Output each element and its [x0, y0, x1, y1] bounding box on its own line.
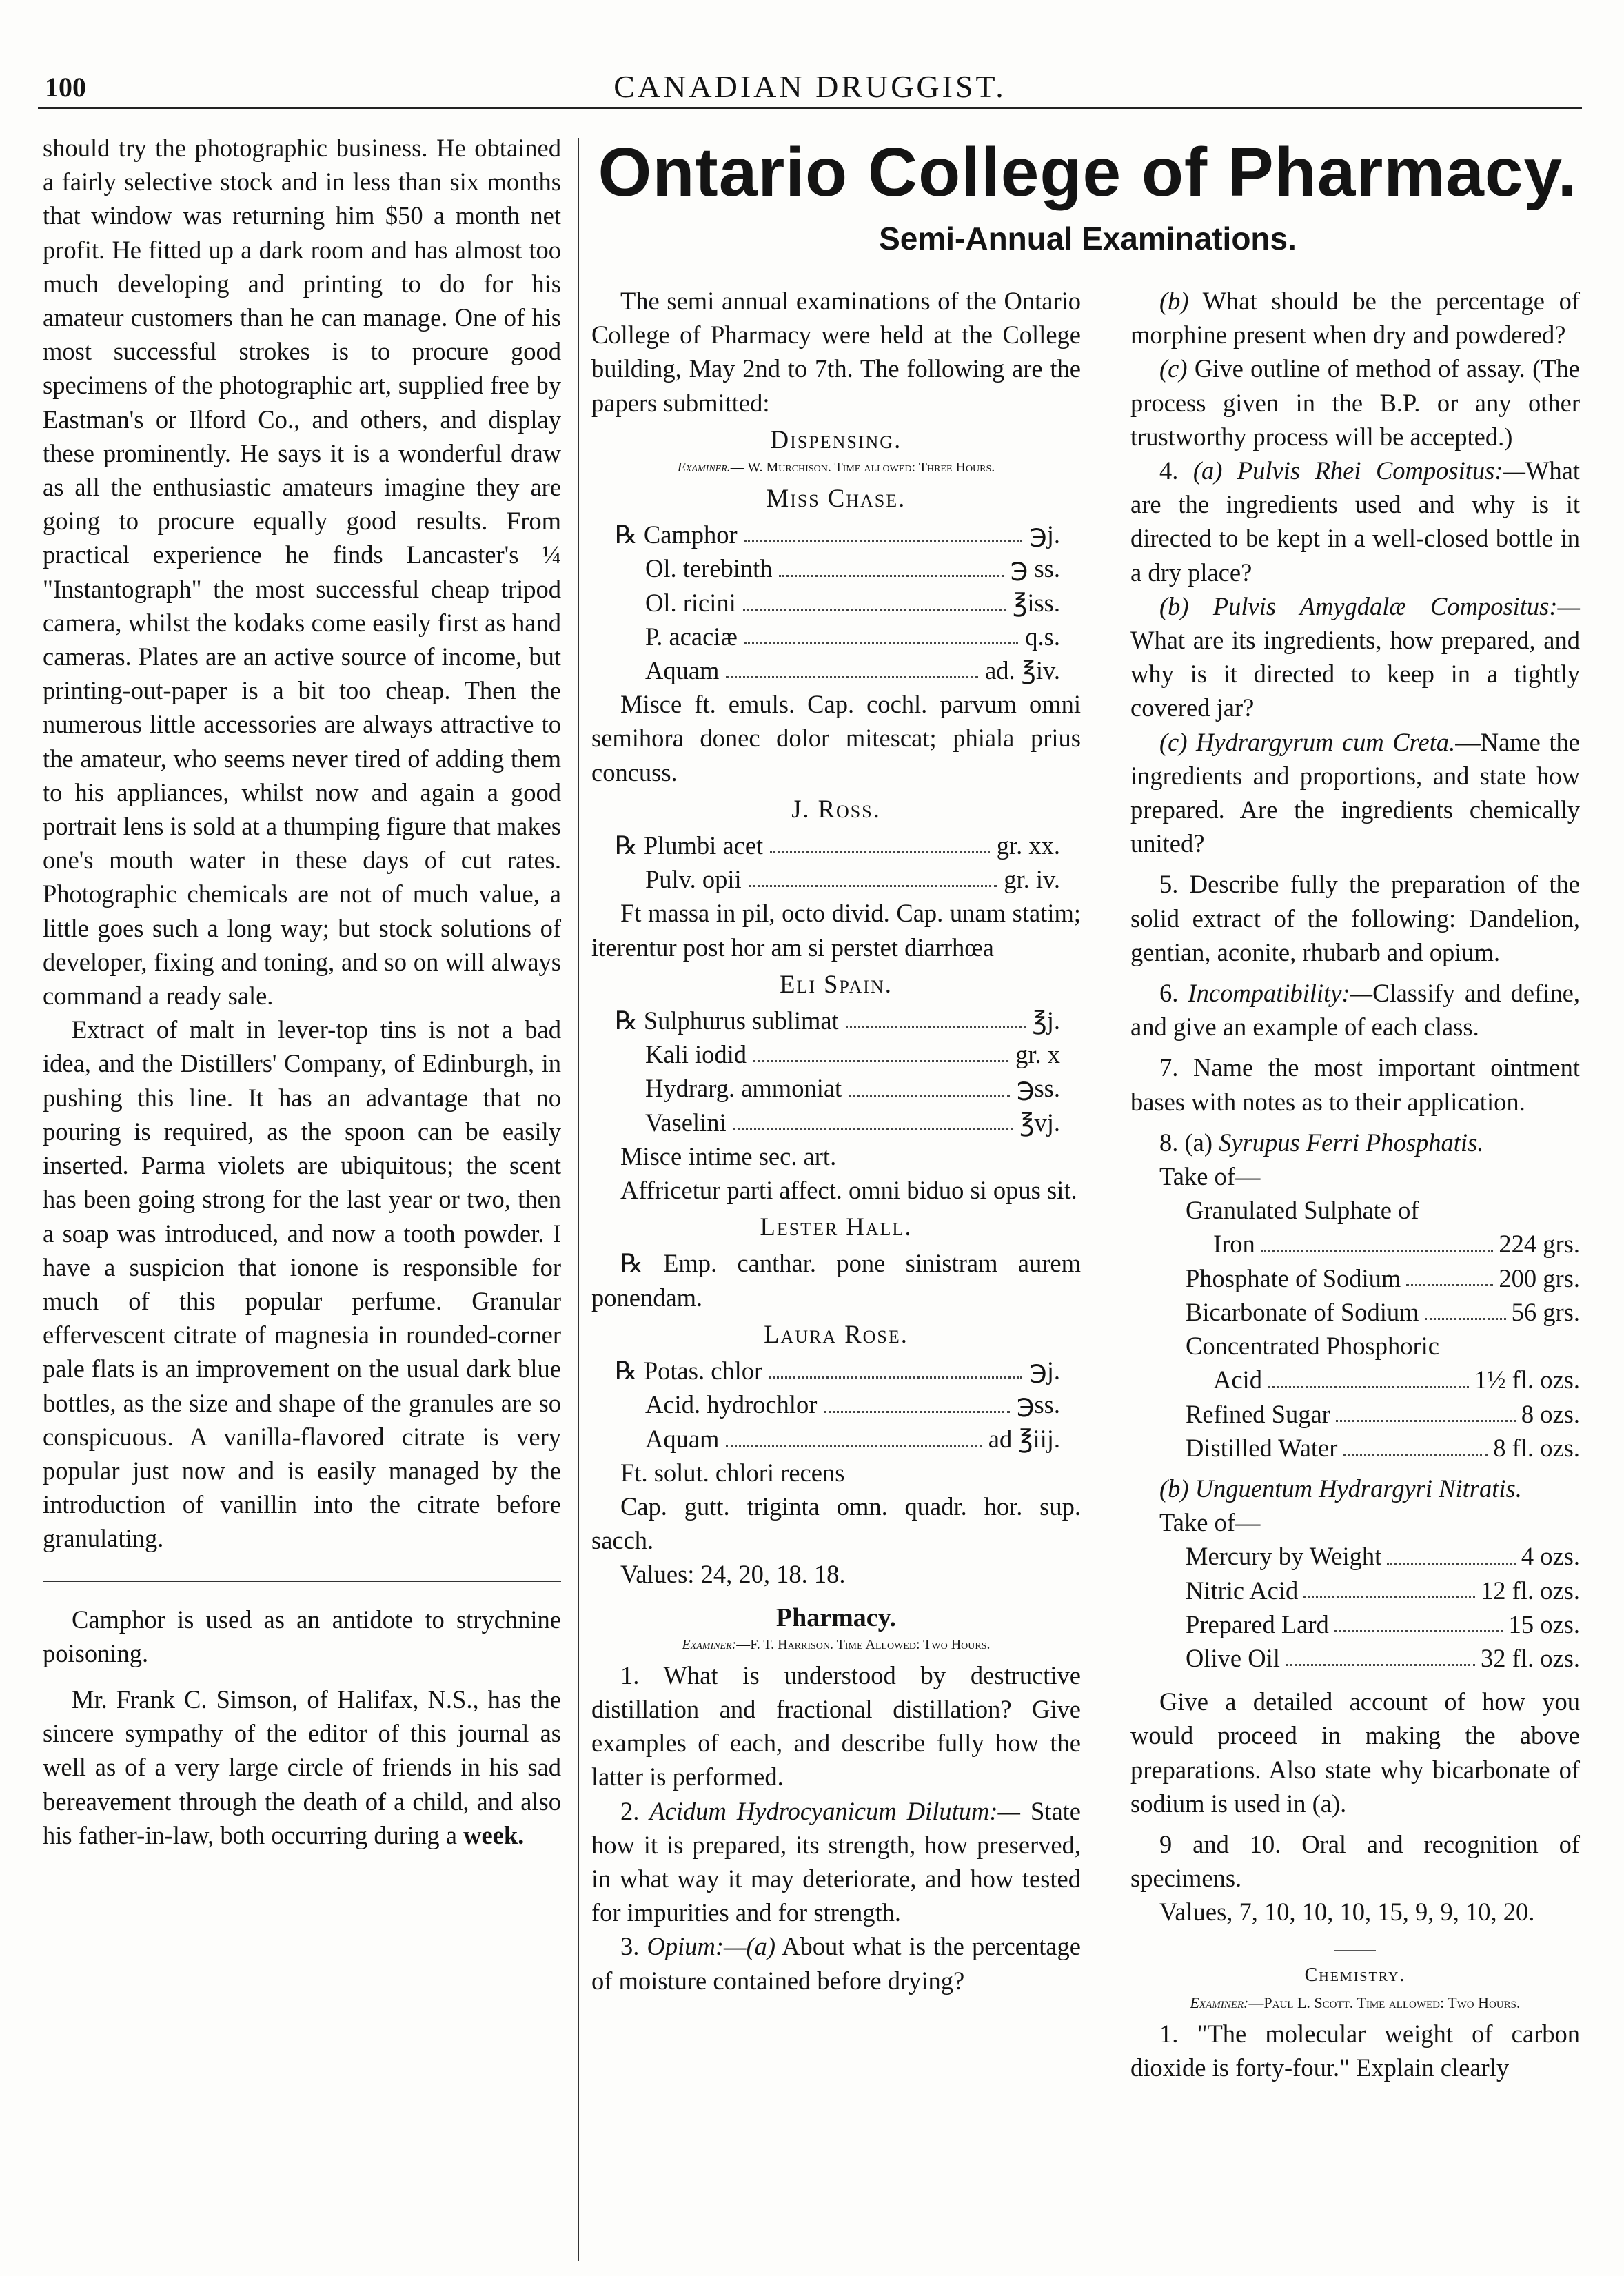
rx-line	[591, 1354, 1081, 1388]
rx-qty: ℈ ss.	[1010, 554, 1060, 583]
formula-name: Phosphate of Sodium	[1186, 1263, 1401, 1292]
formula-qty: 15 ozs.	[1508, 1609, 1580, 1638]
rx-name: Acid. hydrochlor	[645, 1390, 818, 1419]
rx-name: P. acaciæ	[645, 622, 738, 651]
question-title: (c) Hydrargyrum cum Creta.	[1159, 727, 1456, 756]
dispensing-heading: Dispensing.	[770, 425, 902, 454]
question-label: (c)	[1159, 354, 1188, 383]
formula-qty: 12 fl. ozs.	[1481, 1576, 1580, 1605]
hall-prescription: ℞ Emp. canthar. pone sinistram aurem ponendam.	[591, 1249, 1081, 1312]
formula-line	[1130, 1431, 1580, 1465]
question-8-text: Give a detailed account of how you would proceed in making the above preparations. Also state why bicarbonate of sodium is used in (a).	[1130, 1687, 1580, 1818]
question-4a	[1130, 454, 1580, 589]
question-title: Syrupus Ferri Phosphatis.	[1219, 1128, 1484, 1157]
column-divider	[578, 138, 579, 2261]
question-number: 8. (a)	[1159, 1128, 1213, 1157]
rx-name: Pulv. opii	[645, 865, 742, 894]
formula-name: Prepared Lard	[1186, 1609, 1329, 1638]
question-label: (b)	[1159, 1474, 1189, 1503]
formula-line	[1130, 1295, 1580, 1329]
rx-qty: ℥iss.	[1013, 588, 1060, 617]
rx-qty: gr. iv.	[1004, 865, 1060, 894]
rx-line	[591, 862, 1081, 896]
page-number: 100	[45, 72, 86, 103]
formula-line	[1130, 1363, 1580, 1396]
left-column	[43, 131, 561, 1852]
prescription-chase	[591, 518, 1081, 687]
formula-qty: 32 fl. ozs.	[1481, 1643, 1580, 1672]
pharmacy-heading: Pharmacy.	[775, 1603, 897, 1632]
chemistry-heading: Chemistry.	[1304, 1964, 1406, 1986]
rx-line	[591, 518, 1081, 551]
candidate-name-chase: Miss Chase.	[766, 484, 906, 513]
examiner-text: —F. T. Harrison. Time Allowed: Two Hours.	[736, 1636, 991, 1652]
section-rule	[43, 1581, 561, 1582]
ross-directions: Ft massa in pil, octo divid. Cap. unam statim; iterentur post hor am si perstet diarrhœa	[591, 899, 1081, 962]
question-title: Opium:—(a)	[647, 1932, 776, 1961]
question-6	[1130, 976, 1580, 1044]
formula-qty: 8 ozs.	[1521, 1399, 1580, 1428]
rx-qty: ℈ss.	[1016, 1074, 1060, 1103]
page-header	[38, 59, 1582, 109]
formula-line	[1130, 1607, 1580, 1641]
question-number: 4.	[1159, 456, 1179, 485]
intro-paragraph: The semi annual examinations of the Ontario College of Pharmacy were held at the College building, May 2nd to 7th. The following are the papers submitted:	[591, 287, 1081, 417]
formula-line	[1130, 1641, 1580, 1675]
right-column	[1130, 284, 1580, 2084]
question-5: 5. Describe fully the preparation of the solid extract of the following: Dandelion, gentian, aconite, rhubarb and opium.	[1130, 870, 1580, 966]
running-head: CANADIAN DRUGGIST.	[613, 69, 1006, 104]
question-number: 2.	[620, 1796, 640, 1825]
rx-name: ℞ Plumbi acet	[615, 831, 764, 860]
rx-name: Ol. ricini	[645, 588, 736, 617]
rx-line	[591, 1071, 1081, 1105]
rx-qty: ad ℥iij.	[988, 1424, 1060, 1453]
rx-name: Aquam	[645, 656, 720, 685]
middle-column	[591, 284, 1081, 1998]
rx-line	[591, 620, 1081, 653]
question-3c	[1130, 352, 1580, 454]
candidate-name-ross: J. Ross.	[791, 794, 881, 823]
rx-qty: gr. xx.	[996, 831, 1060, 860]
rx-line	[591, 829, 1081, 862]
rx-line	[591, 586, 1081, 620]
formula-qty: 56 grs.	[1511, 1297, 1580, 1326]
formula-name: Olive Oil	[1186, 1643, 1280, 1672]
left-paragraph-3: Camphor is used as an antidote to strychnine poisoning.	[43, 1605, 561, 1667]
formula-name: Nitric Acid	[1186, 1576, 1299, 1605]
rx-name: Ol. terebinth	[645, 554, 773, 583]
left-paragraph-2: Extract of malt in lever-top tins is not a bad idea, and the Distillers' Company, of Edinburgh, in pushing this line. It has an advantage that no pouring is required, as the spoon can be easily inserted. Parma violets are ubiquitous; the scent has been going strong for the last year or two, then a soap was introduced, and now a tooth powder. I have a suspicion that ionone is responsible for much of this popular perfume. Granular effervescent citrate of magnesia in rounded-corner pale flats is an improvement on the usual dark blue bottles, as the size and shape of the granules are so conspicuous. A vanilla-flavored citrate is very popular just now and is easily managed by the introduction of vanillin into the citrate before granulating.	[43, 1015, 561, 1553]
section-rule	[1334, 1950, 1376, 1951]
left-paragraph-4-text: Mr. Frank C. Simson, of Halifax, N.S., has the sincere sympathy of the editor of this journal as well as of a very large circle of friends in his sad bereavement through the death of a child, and also his father-in-law, both occurring during a	[43, 1685, 561, 1849]
question-number: 6.	[1159, 979, 1179, 1008]
rx-line	[591, 1422, 1081, 1456]
question-text: What are the ingredients used and why is it directed to be kept in a well-closed bottle in a dry place?	[1130, 456, 1581, 587]
rose-directions-1: Ft. solut. chlori recens	[620, 1458, 845, 1487]
question-4c	[1130, 725, 1580, 861]
question-8a	[1130, 1126, 1580, 1159]
formula-qty: 1½ fl. ozs.	[1474, 1365, 1580, 1394]
question-title: Acidum Hydrocyanicum Dilutum:—	[649, 1796, 1020, 1825]
question-text: What are its ingredients, how prepared, and why is it directed to keep in a tightly covered jar?	[1130, 626, 1580, 722]
take-of-1: Take of—	[1159, 1162, 1261, 1191]
pharmacy-question-3	[591, 1929, 1081, 1997]
question-text: State how it is prepared, its strength, how preserved, in what way it may deteriorate, and how tested for impurities and for strength.	[591, 1796, 1081, 1927]
rx-line	[591, 1037, 1081, 1071]
pharmacy-question-2	[591, 1794, 1081, 1930]
rx-line	[591, 551, 1081, 585]
formula-name: Bicarbonate of Sodium	[1186, 1297, 1419, 1326]
candidate-name-rose: Laura Rose.	[764, 1319, 909, 1348]
question-title: (a) Pulvis Rhei Compositus:—	[1192, 456, 1525, 485]
formula-name: Iron	[1213, 1230, 1255, 1259]
pharmacy-examiner	[591, 1636, 1081, 1653]
formula-qty: 8 fl. ozs.	[1493, 1433, 1580, 1462]
question-text: Classify and define, and give an example of each class.	[1130, 979, 1580, 1042]
formula-line	[1130, 1227, 1580, 1261]
formula-line	[1130, 1574, 1580, 1607]
rx-qty: ℈j.	[1029, 520, 1060, 549]
question-text: —Name the ingredients and proportions, and state how prepared. Are the ingredients chemically united?	[1130, 727, 1580, 858]
dispensing-examiner	[591, 459, 1081, 476]
question-text: Give outline of method of assay. (The process given in the B.P. or any other trustworthy process will be accepted.)	[1130, 354, 1580, 451]
rx-qty: gr. x	[1015, 1040, 1060, 1069]
question-text: What should be the percentage of morphine present when dry and powdered?	[1130, 287, 1580, 349]
spain-directions-2: Affricetur parti affect. omni biduo si opus sit.	[620, 1176, 1077, 1205]
rx-name: Hydrarg. ammoniat	[645, 1074, 842, 1103]
rx-qty: ℈ss.	[1016, 1390, 1060, 1419]
examiner-text: —Paul L. Scott. Time allowed: Two Hours.	[1248, 1993, 1521, 2011]
candidate-name-hall: Lester Hall.	[760, 1212, 913, 1241]
formula-qty: 200 grs.	[1499, 1263, 1580, 1292]
chemistry-examiner	[1130, 1995, 1580, 2011]
formula-name: Acid	[1213, 1365, 1262, 1394]
question-title: Incompatibility:—	[1188, 979, 1373, 1008]
examiner-label: Examiner:	[682, 1636, 737, 1652]
question-label: (b)	[1159, 287, 1189, 315]
examiner-label: Examiner.	[677, 460, 731, 476]
rx-name: Aquam	[645, 1424, 720, 1453]
syrup-intro: Granulated Sulphate of	[1186, 1196, 1419, 1225]
formula-name: Mercury by Weight	[1186, 1542, 1382, 1571]
examiner-text: — W. Murchison. Time allowed: Three Hours.	[730, 460, 995, 476]
formula-name: Refined Sugar	[1186, 1399, 1330, 1428]
dispensing-values: Values: 24, 20, 18. 18.	[620, 1560, 846, 1589]
syrup-conc: Concentrated Phosphoric	[1186, 1332, 1439, 1361]
spain-directions-1: Misce intime sec. art.	[620, 1141, 837, 1170]
rx-qty: ℥j.	[1032, 1006, 1060, 1035]
question-7: 7. Name the most important ointment bases with notes as to their application.	[1130, 1053, 1580, 1116]
formula-line	[1130, 1397, 1580, 1431]
question-number: 3.	[620, 1932, 640, 1961]
rx-line	[591, 1388, 1081, 1421]
rx-qty: ℈j.	[1029, 1357, 1060, 1385]
formula-qty: 4 ozs.	[1521, 1542, 1580, 1571]
rx-name: ℞ Potas. chlor	[615, 1357, 763, 1385]
question-3b	[1130, 284, 1580, 352]
examiner-label: Examiner:	[1190, 1993, 1249, 2011]
left-paragraph-4-end: week.	[463, 1820, 525, 1849]
article-title: Ontario College of Pharmacy.	[598, 134, 1578, 211]
question-8b	[1130, 1472, 1580, 1505]
rx-line	[591, 653, 1081, 687]
rx-name: Vaselini	[645, 1108, 727, 1137]
pharmacy-values: Values, 7, 10, 10, 10, 15, 9, 9, 10, 20.	[1159, 1898, 1535, 1927]
question-9-10: 9 and 10. Oral and recognition of specimens.	[1130, 1829, 1580, 1893]
rx-name: ℞ Camphor	[615, 520, 738, 549]
rx-line	[591, 1106, 1081, 1139]
rx-qty: q.s.	[1025, 622, 1060, 651]
rx-name: Kali iodid	[645, 1040, 747, 1069]
formula-line	[1130, 1539, 1580, 1573]
chemistry-question-1: 1. "The molecular weight of carbon dioxide is forty-four." Explain clearly	[1130, 2019, 1580, 2082]
rx-qty: ℥vj.	[1019, 1108, 1060, 1137]
rx-qty: ad. ℥iv.	[985, 656, 1060, 685]
take-of-2: Take of—	[1159, 1508, 1261, 1537]
left-paragraph-1: should try the photographic business. He obtained a fairly selective stock and in less than six months that window was returning him $50 a month net profit. He fitted up a dark room and has almost too much developing and printing to do for his amateur customers than he can manage. One of his most successful strokes is to procure good specimens of the photographic art, supplied free by Eastman's or Ilford Co., and others, and display these prominently. He says it is a wonderful draw as all the enthusiastic amateurs imagine they are going to procure equally good results. From practical experience he finds Lancaster's ¼ "Instantograph" the most successful cheap tripod camera, whilst the kodaks come easily first as hand cameras. Plates are an active source of income, but printing-out-paper is a bit too cheap. Then the numerous little accessories are always attractive to the amateur, who seems never tired of adding them to his appliances, whilst now and again a good portrait lens is sold at a thumping figure that makes one's mouth water in these days of cut rates. Photographic chemicals are not of much value, a little goes such a long way; but stock solutions of developer, fixing and toning, and so on will always command a ready sale.	[43, 134, 561, 1010]
rose-directions-2: Cap. gutt. triginta omn. quadr. hor. sup. sacch.	[591, 1492, 1081, 1555]
question-title: Unguentum Hydrargyri Nitratis.	[1195, 1474, 1522, 1503]
pharmacy-question-1: 1. What is understood by destructive distillation and fractional distillation? Give examples of each, and describe fully how the latter is performed.	[591, 1660, 1081, 1791]
article-subtitle: Semi-Annual Examinations.	[879, 221, 1297, 256]
question-4b	[1130, 589, 1580, 725]
formula-line	[1130, 1261, 1580, 1295]
question-title: (b) Pulvis Amygdalæ Compositus:—	[1159, 591, 1580, 620]
rx-name: ℞ Sulphurus sublimat	[615, 1006, 839, 1035]
chase-directions: Misce ft. emuls. Cap. cochl. parvum omni semihora donec dolor mitescat; phiala prius concuss.	[591, 690, 1081, 786]
rx-line	[591, 1004, 1081, 1037]
question-text: About what is the percentage of moisture contained before drying?	[591, 1932, 1081, 1995]
formula-name: Distilled Water	[1186, 1433, 1338, 1462]
formula-qty: 224 grs.	[1499, 1230, 1580, 1259]
masthead	[591, 131, 1584, 259]
left-paragraph-4	[43, 1683, 561, 1852]
candidate-name-spain: Eli Spain.	[780, 969, 893, 998]
